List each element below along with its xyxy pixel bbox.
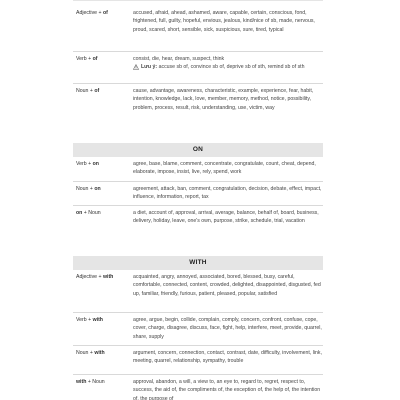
row-text: agreement, attack, ban, comment, congratulation, decision, debate, effect, impact, influence, information, report, tax	[133, 186, 322, 201]
row-content	[133, 55, 323, 72]
row-label: on + Noun	[76, 210, 101, 216]
table-row	[73, 181, 323, 205]
table-row	[73, 205, 323, 239]
row-label: Adjective + with	[76, 274, 114, 280]
row-text: argument, concern, connection, contact, contrast, date, difficulty, involvement, link, meeting, quarrel, relationship, sympathy, trouble	[133, 350, 322, 365]
row-label: Noun + with	[76, 350, 105, 356]
table-row	[73, 374, 323, 400]
row-text: cause, advantage, awareness, characteristic, example, experience, fear, habit, intention, knowledge, lack, love, member, memory, method, notice, possibility, problem, process, result, risk, understanding, use, victim, way	[133, 88, 314, 111]
row-label: Verb + on	[76, 161, 99, 167]
note-text: Lưu ý: accuse sb of, convince sb of, deprive sb of sth, remind sb of sth	[141, 64, 305, 71]
table-row	[73, 157, 323, 181]
row-text: accused, afraid, ahead, ashamed, aware, capable, certain, conscious, fond, frightened, full, guilty, hopeful, envious, jealous, kind/nice of sb, made, nervous, proud, scared, short, sensible, sick, suspicious, sure, tired, typical	[133, 10, 315, 33]
row-text: approval, abandon, a will, a view to, an eye to, regard to, regret, respect to, success, the aid of, the compliments of, the exception of, the help of, the intention of, the purpose of	[133, 379, 321, 400]
row-text: agree, base, blame, comment, concentrate, congratulate, count, cheat, depend, elaborate, impose, insist, live, rely, spend, work	[133, 161, 316, 176]
table-row	[73, 6, 323, 51]
row-text: agree, argue, begin, collide, complain, comply, concern, confront, confuse, cope, cover, charge, disagree, discuss, face, fight, help, interfere, meet, provide, quarrel, share, supply	[133, 317, 322, 340]
table-row	[73, 345, 323, 369]
section-header-on: ON	[73, 143, 323, 157]
table-row	[73, 270, 323, 312]
row-label: Noun + of	[76, 88, 100, 94]
row-label: Verb + of	[76, 56, 98, 62]
row-text: a diet, account of, approval, arrival, average, balance, behalf of, board, business, delivery, holiday, leave, one's own, purpose, strike, schedule, trial, vacation	[133, 210, 319, 225]
warning-icon	[133, 64, 139, 70]
row-text: acquainted, angry, annoyed, associated, bored, blessed, busy, careful, comfortable, connected, content, crowded, delighted, disappointed, disgusted, fed up, familiar, friendly, furious, patient, pleased, popular, satisfied	[133, 274, 321, 297]
row-label: with + Noun	[76, 379, 105, 385]
table-row	[73, 312, 323, 345]
row-label: Adjective + of	[76, 10, 108, 16]
previous-header-bar	[73, 0, 323, 1]
row-label: Verb + with	[76, 317, 103, 323]
section-header-with: WITH	[73, 256, 323, 270]
row-label: Noun + on	[76, 186, 101, 192]
note	[133, 63, 323, 71]
table-row	[73, 51, 323, 83]
table-row	[73, 83, 323, 127]
row-text: consist, die, hear, dream, suspect, think	[133, 56, 225, 62]
